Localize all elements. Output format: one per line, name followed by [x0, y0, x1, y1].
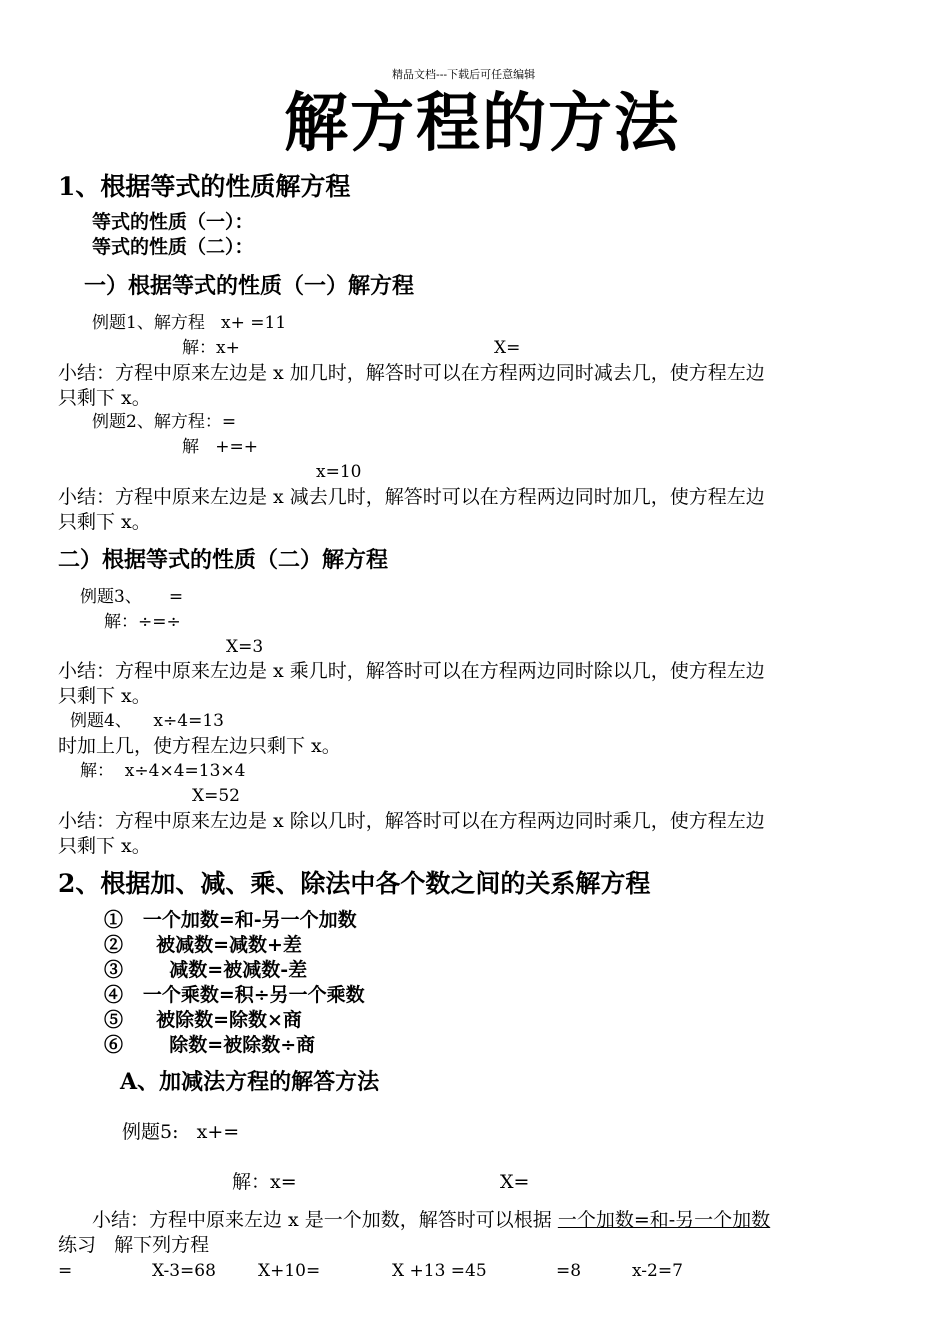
practice-item: X-3=68: [152, 1261, 216, 1281]
example-4-answer: X=52: [192, 786, 240, 806]
practice-item: X +13 =45: [392, 1261, 487, 1281]
summary-4-line-2: 只剩下 x。: [58, 835, 151, 857]
summary-3-line-2: 只剩下 x。: [58, 685, 151, 707]
property-2: 等式的性质（二）：: [92, 236, 254, 258]
summary-2-line-2: 只剩下 x。: [58, 511, 151, 533]
subsection-a-heading: A、加减法方程的解答方法: [120, 1069, 380, 1095]
practice-item: X+10=: [258, 1261, 321, 1281]
rule-2: ② 被减数=减数+差: [104, 934, 302, 956]
summary-5-text: 小结：方程中原来左边 x 是一个加数，解答时可以根据: [92, 1209, 558, 1231]
summary-5-rule: 一个加数=和-另一个加数: [557, 1209, 771, 1231]
example-1: 例题1、解方程 x+ =11: [92, 313, 287, 333]
summary-2-line-1: 小结：方程中原来左边是 x 减去几时，解答时可以在方程两边同时加几，使方程左边: [58, 486, 765, 508]
practice-item: =: [58, 1261, 73, 1281]
summary-4-line-1: 小结：方程中原来左边是 x 除以几时，解答时可以在方程两边同时乘几，使方程左边: [58, 810, 765, 832]
summary-5: [92, 1211, 770, 1230]
example-3: 例题3、 =: [80, 587, 184, 607]
example-5-answer: X=: [500, 1171, 530, 1193]
example-4-note: 时加上几，使方程左边只剩下 x。: [58, 735, 341, 757]
summary-1-line-2: 只剩下 x。: [58, 387, 151, 409]
subsection-2-heading: 二）根据等式的性质（二）解方程: [58, 547, 389, 573]
summary-3-line-1: 小结：方程中原来左边是 x 乘几时，解答时可以在方程两边同时除以几，使方程左边: [58, 660, 765, 682]
section-2-heading: 2、根据加、减、乘、除法中各个数之间的关系解方程: [58, 869, 651, 898]
page-title: 解方程的方法: [284, 86, 680, 161]
practice-item: =8: [556, 1261, 582, 1281]
rule-4: ④ 一个乘数=积÷另一个乘数: [104, 984, 365, 1006]
section-1-heading: 1、根据等式的性质解方程: [58, 172, 351, 201]
example-5-solution: 解：x=: [232, 1171, 297, 1193]
page-header: 精品文档---下载后可任意编辑: [392, 68, 536, 81]
example-5: 例题5: x+=: [122, 1121, 240, 1143]
property-1: 等式的性质（一）：: [92, 211, 254, 233]
rule-6: ⑥ 除数=被除数÷商: [104, 1034, 316, 1056]
example-3-answer: X=3: [226, 637, 264, 657]
example-4-solution: 解： x÷4×4=13×4: [80, 761, 246, 781]
subsection-1-heading: 一）根据等式的性质（一）解方程: [84, 273, 415, 299]
rule-5: ⑤ 被除数=除数×商: [104, 1009, 302, 1031]
rule-1: ① 一个加数=和-另一个加数: [104, 909, 357, 931]
example-4: 例题4、 x÷4=13: [70, 711, 224, 731]
practice-heading: 练习 解下列方程: [58, 1234, 210, 1256]
example-2: 例题2、解方程：=: [92, 412, 237, 432]
example-2-solution: 解 +=+: [182, 437, 258, 457]
example-2-answer: x=10: [316, 462, 362, 482]
rule-3: ③ 减数=被减数-差: [104, 959, 308, 981]
practice-item: x-2=7: [632, 1261, 683, 1281]
example-3-solution: 解：÷=÷: [104, 612, 181, 632]
example-1-answer: X=: [494, 338, 521, 358]
summary-1-line-1: 小结：方程中原来左边是 x 加几时，解答时可以在方程两边同时减去几，使方程左边: [58, 362, 765, 384]
example-1-solution: 解：x+: [182, 338, 240, 358]
